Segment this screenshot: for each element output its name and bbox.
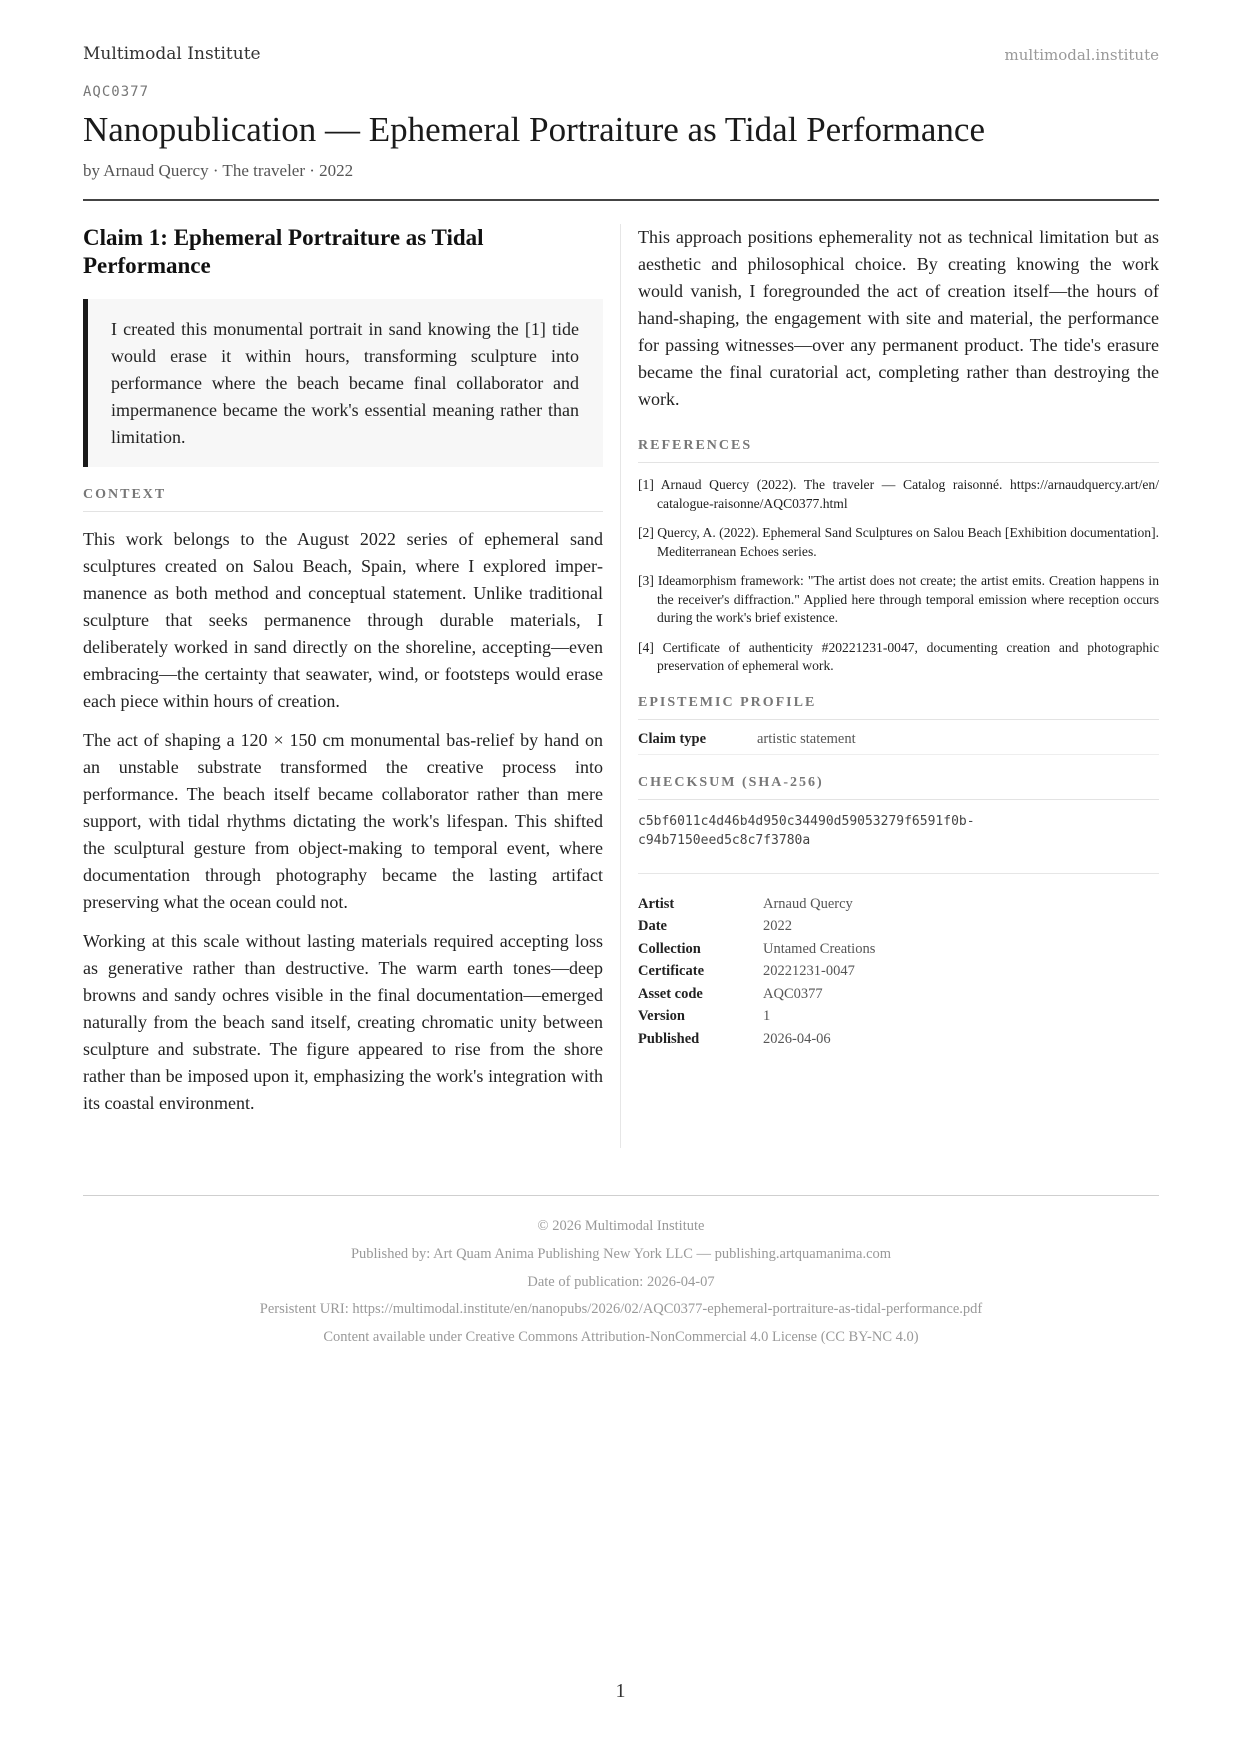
footer-publisher: Published by: Art Quam Anima Publishing New York LLC — publishing.artquamanima.com — [350, 1245, 892, 1262]
checksum-heading: CHECKSUM (SHA-256) — [638, 775, 1159, 800]
meta-row-published — [638, 1028, 1159, 1051]
context-paragraph-4: This approach positions ephemerality not as technical limitation but as aesthetic and philosophical choice. By creating knowing the work would vanish, I foregrounded the act of creation itself—the hours of hand-shaping, the engagement with site and material, the performance for passing witnesses—over any permanent product. The tide's erasure became the final curatorial act, completing rather than destroying the work. — [638, 227, 1159, 409]
footer-rule — [83, 1195, 1159, 1196]
left-column — [83, 224, 603, 1117]
meta-value: 2022 — [763, 918, 792, 935]
claim-quote-text: I created this monumental portrait in sand knowing the [1] tide would erase it within hours, transforming sculpture into performance where the beach became final collaborator and impermanence became the work's essential meaning rather than limitation. — [111, 319, 579, 447]
claim-type-value: artistic statement — [757, 730, 856, 747]
claim-title — [83, 224, 603, 280]
reference-item-3: [3] Ideamorphism framework: "The artist does not create; the artist emits. Creation happens in the receiver's diffraction." Applied here through temporal emission where reception occurs during the work's brief existence. — [638, 573, 1159, 625]
reference-item-2: [2] Quercy, A. (2022). Ephemeral Sand Sculptures on Salou Beach [Exhibition documentation]. Mediterranean Echoes series. — [638, 525, 1159, 559]
meta-key: Date — [638, 918, 667, 935]
context-paragraph-2: The act of shaping a 120 × 150 cm monumental bas-relief by hand on an unstable substrate transformed the creative process into performance. The beach itself became collaborator rather than mere support, with tidal rhythms dictating the work's lifespan. This shifted the sculptural gesture from object-making to temporal event, where documentation through photography became the lasting artifact preserving what the ocean could not. — [83, 730, 603, 912]
meta-value: 20221231-0047 — [763, 963, 855, 980]
meta-row-collection — [638, 938, 1159, 961]
institute-name: Multimodal Institute — [83, 44, 261, 64]
meta-value: 1 — [763, 1008, 771, 1025]
page-number: 1 — [615, 1680, 626, 1702]
footer — [83, 1213, 1159, 1352]
meta-row-artist — [638, 893, 1159, 916]
footer-copyright: © 2026 Multimodal Institute — [537, 1218, 705, 1234]
meta-row-date — [638, 915, 1159, 938]
meta-row-version — [638, 1005, 1159, 1028]
claim-type-key: Claim type — [638, 730, 707, 747]
footer-publication-date: Date of publication: 2026-04-07 — [527, 1273, 715, 1290]
right-column — [638, 224, 1159, 1051]
page-title: Nanopublication — Ephemeral Portraiture as Tidal Performance — [83, 110, 985, 149]
epistemic-profile-heading: EPISTEMIC PROFILE — [638, 695, 1159, 720]
meta-value: AQC0377 — [763, 985, 823, 1002]
checksum-value — [638, 812, 1159, 874]
meta-key: Certificate — [638, 963, 705, 980]
reference-item-1: [1] Arnaud Quercy (2022). The traveler — Catalog raisonné. https://arnaudquercy.art/en/ catalogue-raisonne/AQC0377.html — [638, 477, 1159, 511]
column-divider — [620, 224, 621, 1148]
meta-value: Untamed Creations — [763, 940, 876, 957]
claim-title-line-1: Claim 1: Ephemeral Portraiture as Tidal — [83, 225, 484, 250]
reference-item-4: [4] Certificate of authenticity #20221231-0047, documenting creation and photographic preservation of ephemeral work. — [638, 639, 1159, 673]
byline: by Arnaud Quercy · The traveler · 2022 — [83, 161, 354, 180]
meta-key: Artist — [638, 895, 675, 912]
meta-value: 2026-04-06 — [763, 1031, 831, 1048]
top-bar — [83, 44, 1159, 68]
references-heading: REFERENCES — [638, 438, 1159, 463]
meta-key: Asset code — [638, 985, 703, 1002]
checksum-line-2: c94b7150eed5c8c7f3780a — [638, 832, 811, 848]
context-heading: CONTEXT — [83, 487, 603, 512]
footer-persistent-uri: Persistent URI: https://multimodal.institute/en/nanopubs/2026/02/AQC0377-ephemeral-portraiture-as-tidal-performance.pdf — [259, 1301, 983, 1318]
meta-value: Arnaud Quercy — [763, 895, 853, 912]
context-paragraph-1: This work belongs to the August 2022 series of ephemeral sand sculptures created on Salou Beach, Spain, where I explored impermanence as both method and conceptual statement. Unlike traditional sculpture that seeks permanence through durable materials, I deliberately worked in sand directly on the shoreline, accepting—even embracing—the certainty that seawater, wind, or footsteps would erase each piece within hours of creation. — [83, 529, 603, 711]
meta-key: Version — [638, 1008, 685, 1025]
footer-license: Content available under Creative Commons Attribution-NonCommercial 4.0 License (CC BY-NC 4.0) — [323, 1329, 919, 1346]
asset-code: AQC0377 — [83, 84, 150, 100]
checksum-line-1: c5bf6011c4d46b4d950c34490d59053279f6591f0b- — [638, 813, 975, 829]
meta-row-asset-code — [638, 983, 1159, 1006]
institute-site: multimodal.institute — [1004, 46, 1159, 64]
header-rule — [83, 199, 1159, 201]
claim-type-row — [638, 720, 1159, 755]
metadata-table — [638, 893, 1159, 1051]
claim-quote — [83, 299, 603, 467]
claim-title-line-2: Performance — [83, 253, 211, 278]
meta-row-certificate — [638, 960, 1159, 983]
meta-key: Collection — [638, 940, 701, 957]
context-paragraph-3: Working at this scale without lasting materials required accepting loss as generative rather than destructive. The warm earth tones—deep browns and sandy ochres visible in the final documentation—emerged naturally from the beach sand itself, creating chromatic unity between sculpture and substrate. The figure appeared to rise from the shore rather than be imposed upon it, emphasizing the work's integration with its coastal environment. — [83, 931, 603, 1113]
meta-key: Published — [638, 1031, 700, 1048]
